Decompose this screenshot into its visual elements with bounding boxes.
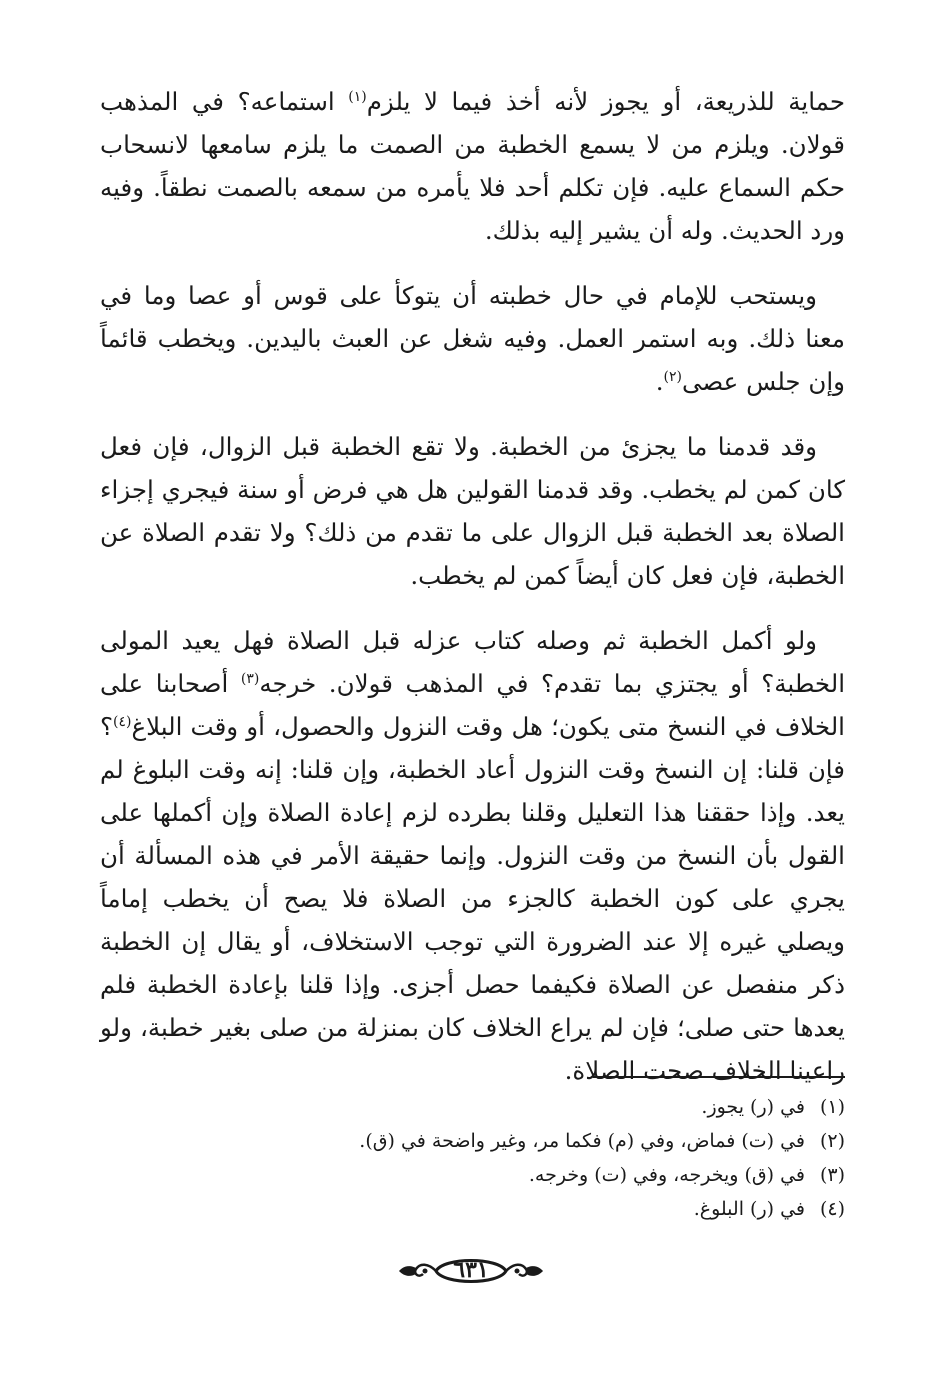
footnote-number: (٢) bbox=[819, 1130, 845, 1152]
footnote-text: في (ت) فماض، وفي (م) فكما مر، وغير واضحة في (ق). bbox=[359, 1130, 805, 1152]
footnote-number: (٤) bbox=[819, 1198, 845, 1220]
page-number-ornament bbox=[396, 1251, 546, 1291]
paragraph-4-text-c: ؟ فإن قلنا: إن النسخ وقت النزول أعاد الخطبة، وإن قلنا: إنه وقت البلوغ لم يعد. وإذا حققنا هذا التعليل وقلنا بطرده لزم إعادة الصلاة وإن أكملها على القول بأن النسخ من وقت النزول. وإنما حقيقة الأمر في هذه المسألة أن يجري على كون الخطبة كالجزء من الصلاة فلا يصح أن يخطب إماماً ويصلي غيره إلا عند الضرورة التي توجب الاستخلاف، أو يقال إن الخطبة ذكر منفصل عن الصلاة فكيفما حصل أجزى. وإذا قلنا بإعادة الخطبة فلم يعدها حتى صلى؛ فإن لم يراع الخلاف كان بمنزلة من صلى بغير خطبة، ولو راعينا الخلاف صحت الصلاة. bbox=[100, 712, 845, 1085]
footnote-divider bbox=[593, 1076, 845, 1078]
paragraph-1-text-b: استماعه؟ في المذهب قولان. ويلزم من لا يسمع الخطبة من الصمت ما يلزم سامعها لانسحاب حكم السماع عليه. فإن تكلم أحد فلا يأمره من سمعه بالصمت نطقاً. وفيه ورد الحديث. وله أن يشير إليه بذلك. bbox=[100, 87, 845, 245]
paragraph-4-text-b: أصحابنا على الخلاف في النسخ متى يكون؛ هل وقت النزول والحصول، أو وقت البلاغ bbox=[100, 669, 845, 741]
footnote-4 bbox=[100, 1192, 845, 1226]
footnote-ref-1[interactable]: (١) bbox=[348, 88, 367, 105]
footnote-1 bbox=[100, 1090, 845, 1124]
paragraph-4 bbox=[100, 619, 845, 1092]
footnote-2 bbox=[100, 1124, 845, 1158]
footnote-text: في (ر) البلوغ. bbox=[693, 1198, 805, 1220]
main-text bbox=[100, 80, 845, 1092]
footnote-number: (٣) bbox=[819, 1164, 845, 1186]
footnote-ref-2[interactable]: (٢) bbox=[663, 368, 683, 385]
page-number: ٦٣١ bbox=[453, 1257, 489, 1283]
footnote-ref-4[interactable]: (٤) bbox=[113, 713, 132, 730]
paragraph-2-text-a: ويستحب للإمام في حال خطبته أن يتوكأ على قوس أو عصا وما في معنا ذلك. وبه استمر العمل. وفيه شغل عن العبث باليدين. ويخطب قائماً وإن جلس عصى bbox=[100, 281, 845, 396]
footnote-ref-3[interactable]: (٣) bbox=[240, 670, 260, 687]
footnote-text: في (ر) يجوز. bbox=[701, 1096, 805, 1118]
footnote-3 bbox=[100, 1158, 845, 1192]
paragraph-1 bbox=[100, 80, 845, 252]
footnotes bbox=[100, 1090, 845, 1226]
paragraph-2-text-b: . bbox=[655, 367, 664, 396]
paragraph-3: وقد قدمنا ما يجزئ من الخطبة. ولا تقع الخطبة قبل الزوال، فإن فعل كان كمن لم يخطب. وقد قدمنا القولين هل هي فرض أو سنة فيجري إجزاء الصلاة بعد الخطبة قبل الزوال على ما تقدم من ذلك؟ ولا تقدم الصلاة عن الخطبة، فإن فعل كان أيضاً كمن لم يخطب. bbox=[100, 432, 845, 590]
footnote-number: (١) bbox=[819, 1096, 845, 1118]
paragraph-1-text-a: حماية للذريعة، أو يجوز لأنه أخذ فيما لا يلزم bbox=[366, 87, 845, 116]
paragraph-2 bbox=[100, 274, 845, 403]
paragraph-4-text-a: ولو أكمل الخطبة ثم وصله كتاب عزله قبل الصلاة فهل يعيد المولى الخطبة؟ أو يجتزي بما تقدم؟ في المذهب قولان. خرجه bbox=[100, 626, 846, 698]
footnote-text: في (ق) ويخرجه، وفي (ت) وخرجه. bbox=[528, 1164, 805, 1186]
